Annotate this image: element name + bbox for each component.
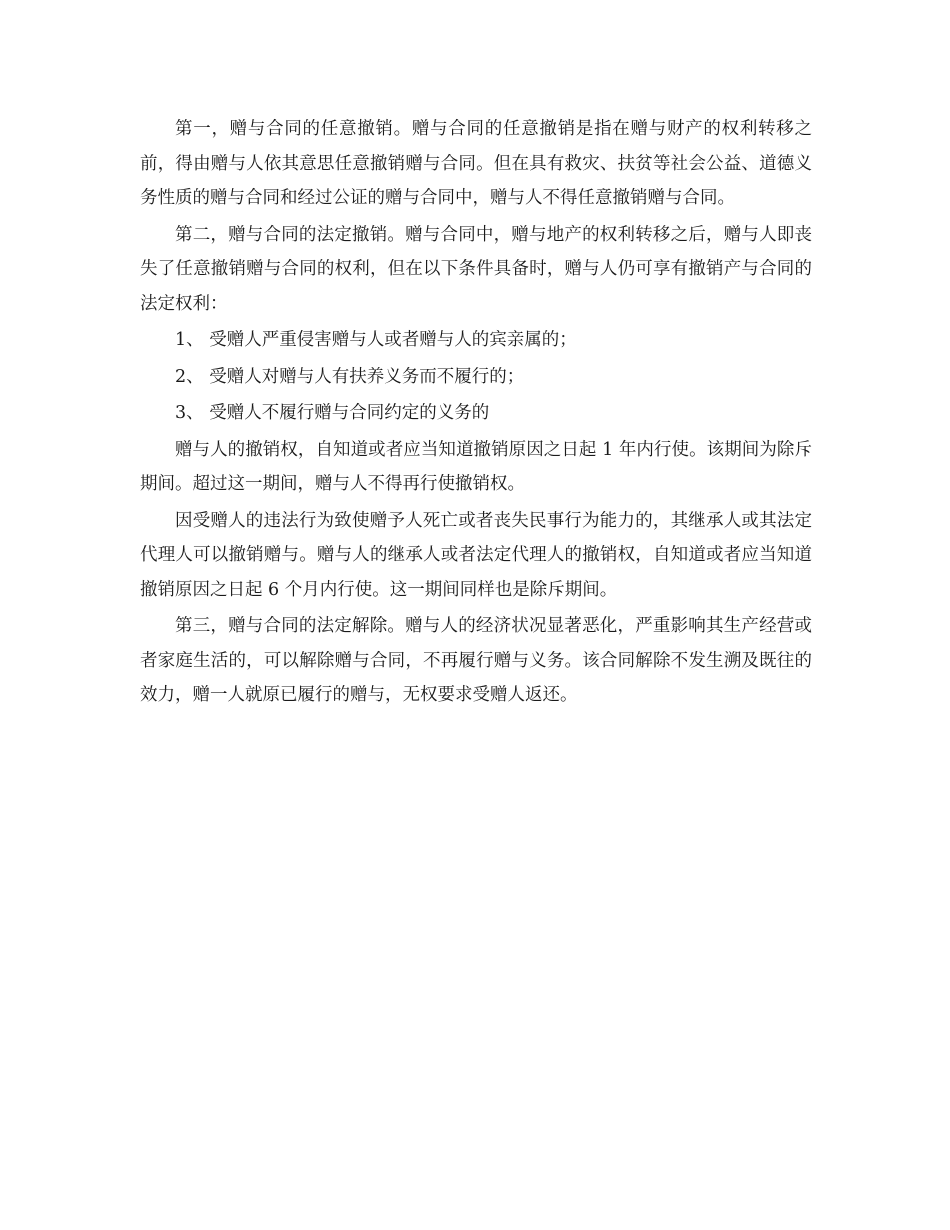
list-item-condition-3: 3、 受赠人不履行赠与合同约定的义务的 — [175, 403, 490, 423]
list-item-condition-1: 1、 受赠人严重侵害赠与人或者赠与人的宾亲属的； — [175, 330, 577, 350]
paragraph-statutory-termination: 第三，赠与合同的法定解除。赠与人的经济状况显著恶化，严重影响其生产经营或者家庭生活的，可以解除赠与合同，不再履行赠与义务。该合同解除不发生溯及既往的效力，赠一人就原已履行的赠与，无权要求受赠人返还。 — [140, 616, 812, 705]
paragraph-voluntary-revocation: 第一，赠与合同的任意撤销。赠与合同的任意撤销是指在赠与财产的权利转移之前，得由赠与人依其意思任意撤销赠与合同。但在具有救灾、扶贫等社会公益、道德义务性质的赠与合同和经过公证的赠与合同中，赠与人不得任意撤销赠与合同。 — [140, 119, 812, 208]
paragraph-revocation-period: 赠与人的撤销权，自知道或者应当知道撤销原因之日起 1 年内行使。该期间为除斥期间。超过这一期间，赠与人不得再行使撤销权。 — [140, 439, 812, 494]
document-body — [140, 112, 812, 715]
paragraph-heir-revocation: 因受赠人的违法行为致使赠予人死亡或者丧失民事行为能力的，其继承人或其法定代理人可以撤销赠与。赠与人的继承人或者法定代理人的撤销权，自知道或者应当知道撤销原因之日起 6 个月内行使。这一期间同样也是除斥期间。 — [140, 510, 812, 600]
list-item-condition-2: 2、 受赠人对赠与人有扶养义务而不履行的； — [175, 366, 525, 387]
paragraph-statutory-revocation: 第二，赠与合同的法定撤销。赠与合同中，赠与地产的权利转移之后，赠与人即丧失了任意撤销赠与合同的权利，但在以下条件具备时，赠与人仍可享有撤销产与合同的法定权利： — [140, 224, 812, 314]
